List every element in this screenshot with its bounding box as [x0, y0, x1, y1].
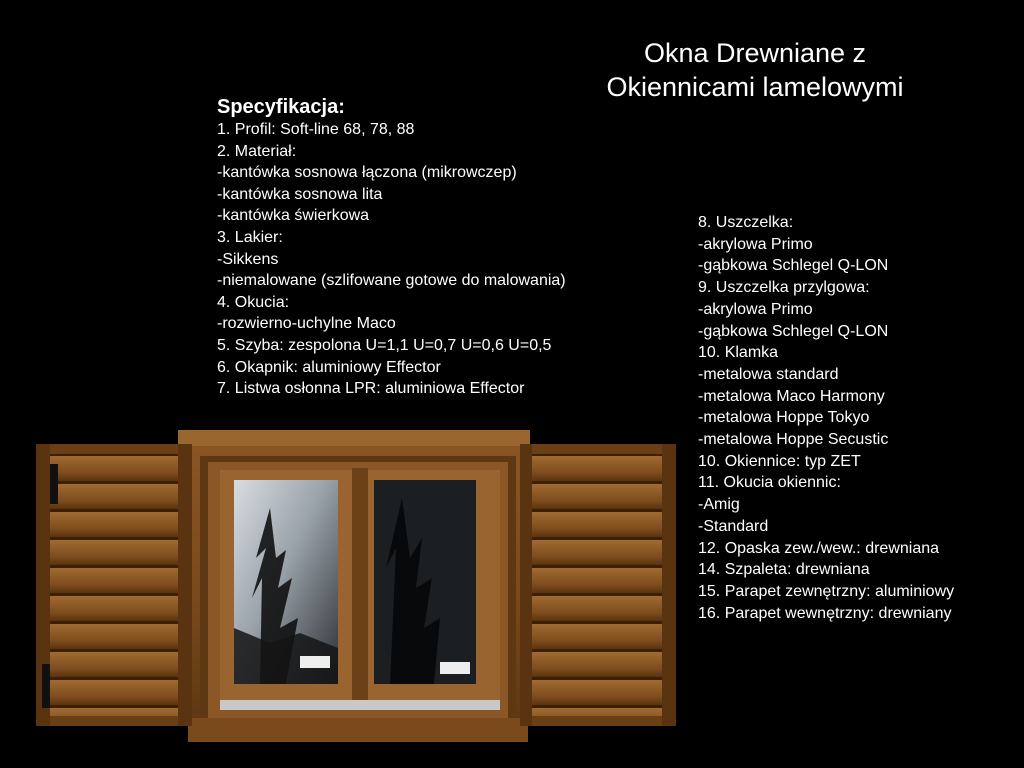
- spec-line: -kantówka sosnowa łączona (mikrowczep): [217, 164, 517, 182]
- spec-line: -kantówka świerkowa: [217, 207, 370, 225]
- spec-line: 9. Uszczelka przylgowa:: [698, 279, 870, 297]
- spec-line: -niemalowane (szlifowane gotowe do malowania): [217, 272, 566, 290]
- spec-line: -Standard: [698, 517, 769, 535]
- spec-line: 10. Okiennice: typ ZET: [698, 452, 861, 470]
- spec-line: -metalowa standard: [698, 365, 839, 383]
- spec-line: -gąbkowa Schlegel Q-LON: [698, 322, 889, 340]
- spec-line: -gąbkowa Schlegel Q-LON: [698, 257, 889, 275]
- window-photo: [30, 428, 690, 750]
- spec-heading: Specyfikacja:: [217, 96, 345, 118]
- spec-line: 5. Szyba: zespolona U=1,1 U=0,7 U=0,6 U=0,5: [217, 336, 552, 354]
- right-shutter: [520, 444, 676, 726]
- window-mullion: [352, 468, 368, 702]
- spec-line: 4. Okucia:: [217, 293, 290, 311]
- spec-line: 12. Opaska zew./wew.: drewniana: [698, 539, 940, 557]
- shutter-hinge: [42, 664, 50, 708]
- spec-line: 3. Lakier:: [217, 228, 283, 246]
- spec-line: 10. Klamka: [698, 344, 779, 362]
- spec-line: -kantówka sosnowa lita: [217, 185, 383, 203]
- window-top-trim: [178, 430, 530, 446]
- spec-line: 7. Listwa osłonna LPR: aluminiowa Effector: [217, 380, 525, 398]
- spec-line: 11. Okucia okiennic:: [698, 474, 841, 492]
- spec-line: -metalowa Hoppe Secustic: [698, 431, 889, 449]
- spec-line: -Sikkens: [217, 250, 279, 268]
- left-shutter: [36, 444, 192, 726]
- title-line-2: Okiennicami lamelowymi: [606, 72, 904, 102]
- spec-line: -metalowa Hoppe Tokyo: [698, 409, 870, 427]
- spec-line: 14. Szpaleta: drewniana: [698, 561, 870, 579]
- spec-line: 2. Materiał:: [217, 142, 297, 160]
- specification-list: [217, 95, 687, 400]
- title-line-1: Okna Drewniane z: [643, 38, 867, 68]
- spec-line: -akrylowa Primo: [698, 235, 813, 253]
- page-title: [560, 36, 950, 104]
- spec-line: 15. Parapet zewnętrzny: aluminiowy: [698, 582, 955, 600]
- shutter-hinge: [50, 464, 58, 504]
- spec-line: 1. Profil: Soft-line 68, 78, 88: [217, 121, 415, 138]
- spec-line: -Amig: [698, 496, 740, 514]
- window-sill: [220, 700, 500, 710]
- specification-list-continued: [698, 212, 1018, 624]
- spec-line: -rozwierno-uchylne Maco: [217, 315, 396, 333]
- spec-line: -akrylowa Primo: [698, 300, 813, 318]
- spec-line: -metalowa Maco Harmony: [698, 387, 885, 405]
- spec-line: 16. Parapet wewnętrzny: drewniany: [698, 604, 952, 622]
- spec-line: 6. Okapnik: aluminiowy Effector: [217, 358, 441, 376]
- spec-line: 8. Uszczelka:: [698, 214, 794, 231]
